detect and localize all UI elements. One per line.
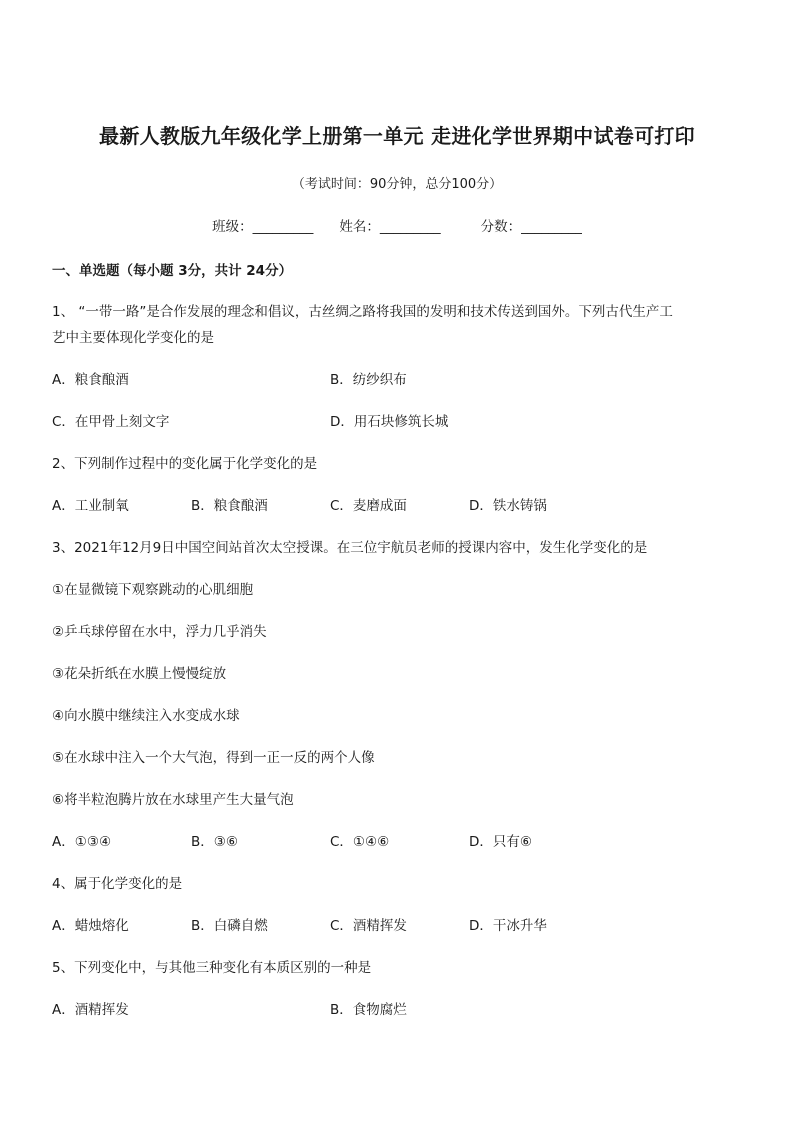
question-2-option-c: C．麦磨成面: [330, 498, 407, 514]
question-4-option-d: D．干冰升华: [469, 918, 547, 934]
question-2-option-d: D．铁水铸锅: [469, 498, 547, 514]
class-field: 班级：_________: [212, 219, 314, 235]
question-3-option-a: A．①③④: [52, 834, 112, 850]
section-heading: 一、单选题（每小题 3分，共计 24分）: [52, 263, 293, 279]
question-2-option-a: A．工业制氧: [52, 498, 129, 514]
question-4-option-c: C．酒精挥发: [330, 918, 407, 934]
question-1-option-d: D．用石块修筑长城: [330, 414, 449, 430]
question-3-option-c: C．①④⑥: [330, 834, 390, 850]
question-3-item-4: ④向水膜中继续注入水变成水球: [52, 708, 240, 724]
question-1-option-b: B．纺纱织布: [330, 372, 407, 388]
question-4-option-b: B．白磷自燃: [191, 918, 268, 934]
question-2-option-b: B．粮食酿酒: [191, 498, 268, 514]
exam-subtitle: （考试时间：90分钟，总分100分）: [291, 177, 503, 192]
question-5-stem: 5、下列变化中，与其他三种变化有本质区别的一种是: [52, 960, 372, 976]
question-4-option-a: A．蜡烛熔化: [52, 918, 129, 934]
page-title: 最新人教版九年级化学上册第一单元 走进化学世界期中试卷可打印: [99, 124, 695, 148]
question-4-stem: 4、属于化学变化的是: [52, 876, 183, 892]
question-3-option-d: D．只有⑥: [469, 834, 532, 850]
question-3-stem: 3、2021年12月9日中国空间站首次太空授课。在三位宇航员老师的授课内容中，发生化学变化的是: [52, 540, 648, 556]
question-5-option-a: A．酒精挥发: [52, 1002, 129, 1018]
question-1-option-a: A．粮食酿酒: [52, 372, 129, 388]
question-3-item-6: ⑥将半粒泡腾片放在水球里产生大量气泡: [52, 792, 294, 808]
student-info-row: [0, 215, 794, 235]
question-3-item-2: ②乒乓球停留在水中，浮力几乎消失: [52, 624, 267, 640]
question-5-option-b: B．食物腐烂: [330, 1002, 407, 1018]
question-1-stem-line2: 艺中主要体现化学变化的是: [52, 330, 214, 346]
name-field: 姓名：_________: [339, 219, 441, 235]
score-field: 分数：_________: [480, 219, 582, 235]
question-1-stem-line1: 1、 “一带一路”是合作发展的理念和倡议，古丝绸之路将我国的发明和技术传送到国外。下列古代生产工: [52, 304, 673, 320]
question-3-item-3: ③花朵折纸在水膜上慢慢绽放: [52, 666, 227, 682]
question-2-stem: 2、下列制作过程中的变化属于化学变化的是: [52, 456, 318, 472]
question-3-option-b: B．③⑥: [191, 834, 238, 850]
question-1-option-c: C．在甲骨上刻文字: [52, 414, 170, 430]
question-3-item-5: ⑤在水球中注入一个大气泡，得到一正一反的两个人像: [52, 750, 375, 766]
question-3-item-1: ①在显微镜下观察跳动的心肌细胞: [52, 582, 254, 598]
